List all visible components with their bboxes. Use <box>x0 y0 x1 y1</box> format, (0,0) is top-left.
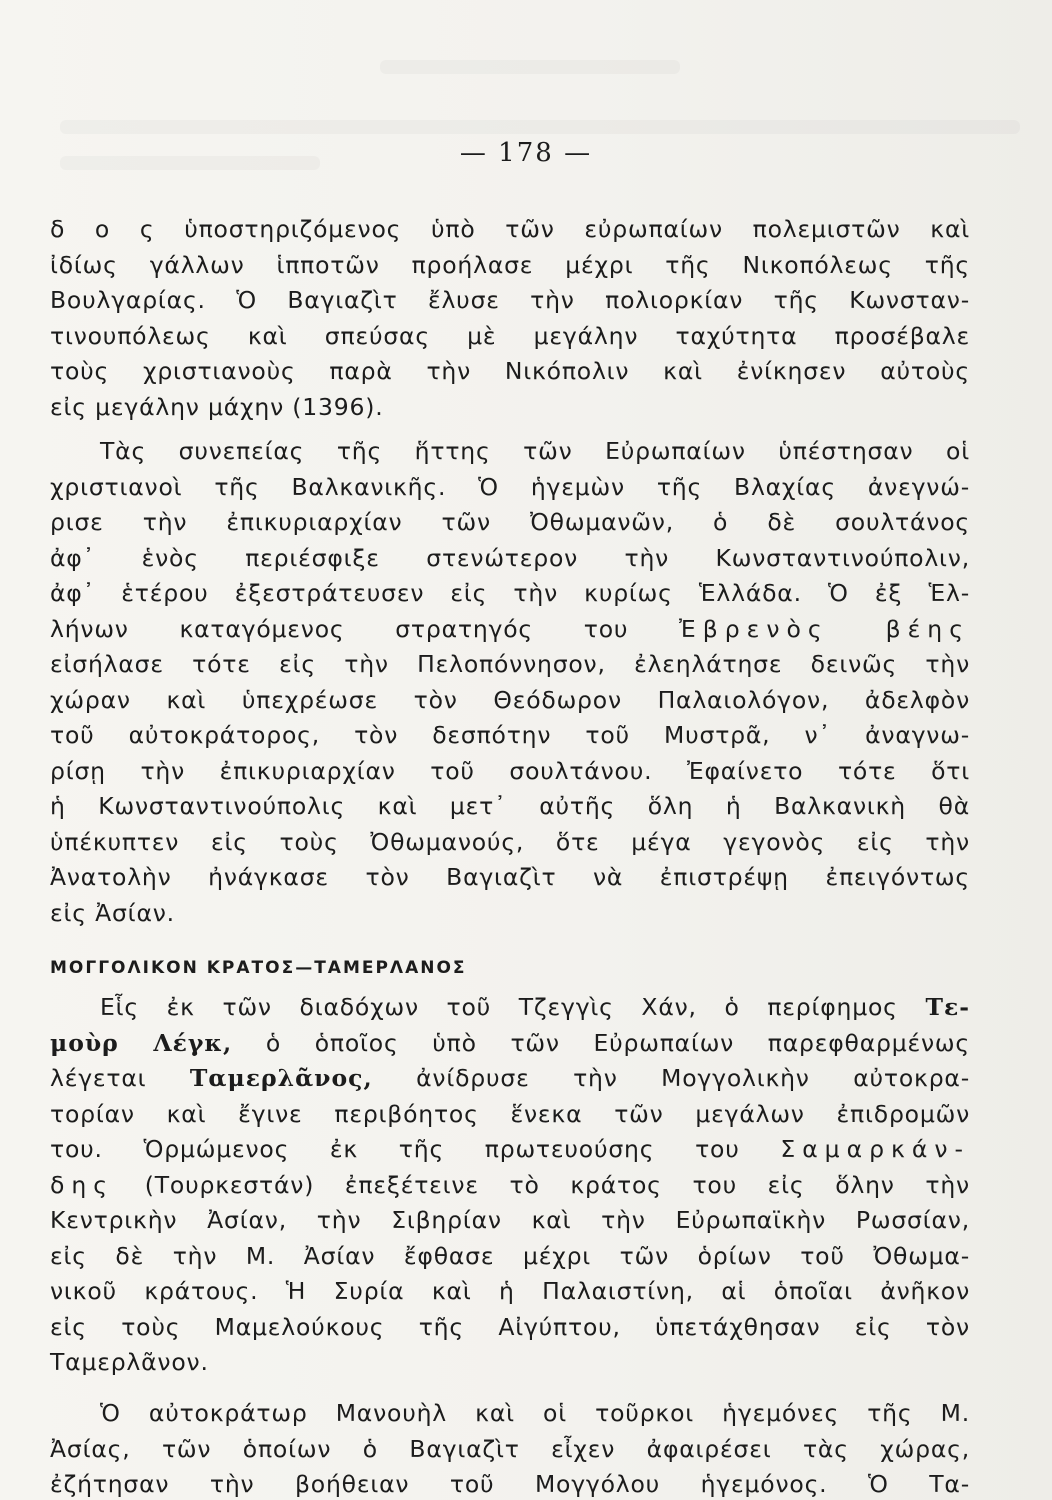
text-line: εἰς τοὺς Μαμελούκους τῆς Αἰγύπτου, ὑπετάχθησαν εἰς τὸν <box>50 1312 970 1341</box>
text-line: δ ο ς ὑποστηριζόμενος ὑπὸ τῶν εὐρωπαίων πολεμιστῶν καὶ <box>50 215 970 243</box>
text-span: του. Ὁρμώμενος ἐκ τῆς πρωτευούσης του <box>50 1135 740 1163</box>
text-span: λέγεται <box>50 1064 147 1092</box>
text-line: τοῦ αὐτοκράτορος, τὸν δεσπότην τοῦ Μυστρᾶ, ν᾽ ἀναγνω- <box>50 721 970 749</box>
paragraph-tamerlane <box>50 990 970 1381</box>
text-line: ἀφ᾽ ἑτέρου ἐξεστράτευσεν εἰς τὴν κυρίως Ἑλλάδα. Ὁ ἐξ Ἑλ- <box>50 579 970 607</box>
text-line: ρίσῃ τὴν ἐπικυριαρχίαν τοῦ σουλτάνου. Ἐφαίνετο τότε ὅτι <box>50 756 970 785</box>
text-line: Κεντρικὴν Ἀσίαν, τὴν Σιβηρίαν καὶ τὴν Εὐρωπαϊκὴν Ρωσσίαν, <box>50 1206 970 1234</box>
text-line: εἰς μεγάλην μάχην (1396). <box>50 392 384 421</box>
text-line: Τὰς συνεπείας τῆς ἥττης τῶν Εὐρωπαίων ὑπέστησαν οἱ <box>100 437 970 465</box>
evrenos-name: Ἐβρενὸς βέης <box>679 614 970 643</box>
paragraph-manuel <box>50 1396 970 1500</box>
text-line: ρισε τὴν ἐπικυριαρχίαν τῶν Ὀθωμανῶν, ὁ δὲ σουλτάνος <box>50 508 970 536</box>
name-bold: Τε- <box>925 993 970 1021</box>
text-line: Ἀσίας, τῶν ὁποίων ὁ Βαγιαζὶτ εἶχεν ἀφαιρέσει τὰς χώρας, <box>50 1434 970 1463</box>
show-through-mark <box>60 120 1020 134</box>
text-line: Ταμερλᾶνον. <box>50 1348 209 1376</box>
text-span: Εἷς ἐκ τῶν διαδόχων τοῦ Τζεγγὶς Χάν, ὁ περίφημος <box>100 993 898 1021</box>
text-line: Ἀνατολὴν ἠνάγκασε τὸν Βαγιαζὶτ νὰ ἐπιστρέψῃ ἐπειγόντως <box>50 863 970 891</box>
samarkand-spaced: Σαμαρκάν- <box>780 1135 970 1163</box>
samarkand-spaced: δης <box>50 1170 115 1199</box>
text-line <box>50 612 970 648</box>
text-line: Βουλγαρίας. Ὁ Βαγιαζὶτ ἔλυσε τὴν πολιορκίαν τῆς Κωνσταν- <box>50 286 970 314</box>
text-line <box>50 1026 970 1062</box>
paragraph-nikopolis <box>50 212 970 425</box>
section-heading: ΜΟΓΓΟΛΙΚΟΝ ΚΡΑΤΟΣ—ΤΑΜΕΡΛΑΝΟΣ <box>50 958 467 978</box>
text-line: νικοῦ κράτους. Ἡ Συρία καὶ ἡ Παλαιστίνη, αἱ ὁποῖαι ἀνῆκον <box>50 1277 970 1305</box>
paragraph-consequences <box>50 434 970 931</box>
text-line: χριστιανοὶ τῆς Βαλκανικῆς. Ὁ ἡγεμὼν τῆς Βλαχίας ἀνεγνώ- <box>50 472 970 501</box>
text-line: εἰσήλασε τότε εἰς τὴν Πελοπόννησον, ἐλεηλάτησε δεινῶς τὴν <box>50 650 970 678</box>
text-line <box>50 1132 970 1168</box>
text-line <box>50 1061 970 1097</box>
text-line: ὑπέκυπτεν εἰς τοὺς Ὀθωμανούς, ὅτε μέγα γεγονὸς εἰς τὴν <box>50 827 970 856</box>
text-line <box>50 1168 970 1204</box>
show-through-mark <box>380 60 680 74</box>
text-span: ὁ ὁποῖος ὑπὸ τῶν Εὐρωπαίων παρεφθαρμένως <box>265 1028 970 1057</box>
name-bold: μοὺρ Λέγκ, <box>50 1028 233 1057</box>
text-line: ἰδίως γάλλων ἱπποτῶν προήλασε μέχρι τῆς Νικοπόλεως τῆς <box>50 250 970 279</box>
text-line: χώραν καὶ ὑπεχρέωσε τὸν Θεόδωρον Παλαιολόγον, ἀδελφὸν <box>50 685 970 714</box>
page-number: — 178 — <box>459 138 593 168</box>
text-line: τορίαν καὶ ἔγινε περιβόητος ἕνεκα τῶν μεγάλων ἐπιδρομῶν <box>50 1099 970 1128</box>
text-line: Ὁ αὐτοκράτωρ Μανουὴλ καὶ οἱ τοῦρκοι ἡγεμόνες τῆς Μ. <box>100 1399 970 1427</box>
text-line: τινουπόλεως καὶ σπεύσας μὲ μεγάλην ταχύτητα προσέβαλε <box>50 321 970 350</box>
text-line: εἰς Ἀσίαν. <box>50 898 175 927</box>
text-span: (Τουρκεστάν) ἐπεξέτεινε τὸ κράτος του εἰς ὅλην τὴν <box>144 1170 970 1199</box>
text-span: ἀνίδρυσε τὴν Μογγολικὴν αὐτοκρα- <box>416 1064 970 1092</box>
name-bold: Ταμερλᾶνος, <box>189 1064 373 1092</box>
text-line: τοὺς χριστιανοὺς παρὰ τὴν Νικόπολιν καὶ ἐνίκησεν αὐτοὺς <box>50 357 970 385</box>
text-line: ἐζήτησαν τὴν βοήθειαν τοῦ Μογγόλου ἡγεμόνος. Ὁ Τα- <box>50 1470 970 1498</box>
text-line: ἡ Κωνσταντινούπολις καὶ μετ᾽ αὐτῆς ὅλη ἡ Βαλκανικὴ θὰ <box>50 792 970 820</box>
text-span: λήνων καταγόμενος στρατηγός του <box>50 614 629 643</box>
text-line <box>50 990 970 1026</box>
text-line: ἀφ᾽ ἑνὸς περιέσφιξε στενώτερον τὴν Κωνσταντινούπολιν, <box>50 543 970 572</box>
text-line: εἰς δὲ τὴν Μ. Ἀσίαν ἔφθασε μέχρι τῶν ὁρίων τοῦ Ὀθωμα- <box>50 1241 970 1270</box>
